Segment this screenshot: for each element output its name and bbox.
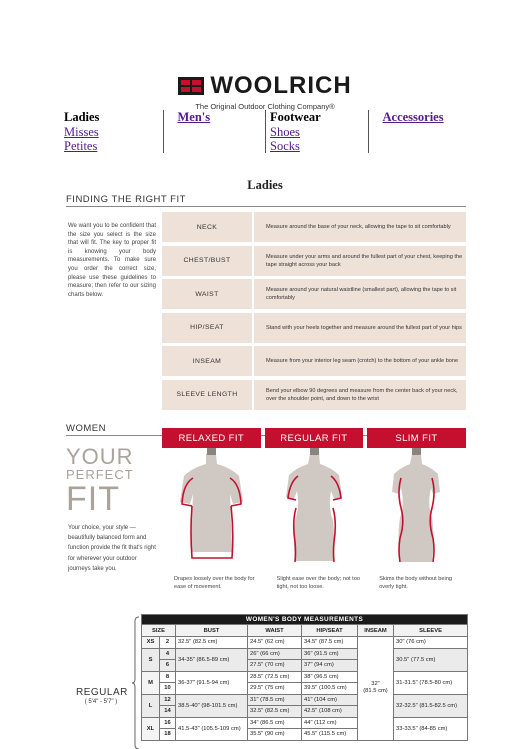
col-header: WAIST — [248, 625, 302, 637]
bust-cell: 36-37" (91.5-94 cm) — [176, 671, 248, 694]
fit-card-relaxed — [162, 428, 261, 591]
measure-row — [162, 380, 466, 410]
nav-col-accessories — [368, 110, 471, 153]
divider — [66, 206, 466, 207]
size-number: 6 — [160, 660, 176, 672]
hip-cell: 41" (104 cm) — [302, 694, 358, 706]
fit-blurb: Your choice, your style — beautifully balanced form and function provide the fit that's right for wherever your outdoor journeys take you. — [68, 525, 156, 572]
nav-heading-footwear: Footwear — [270, 110, 321, 124]
finding-fit-heading: FINDING THE RIGHT FIT — [66, 194, 186, 205]
hip-cell: 36" (91.5 cm) — [302, 648, 358, 660]
size-number: 14 — [160, 706, 176, 718]
nav-link-petites[interactable]: Petites — [64, 139, 98, 153]
group-label: REGULAR — [76, 687, 128, 698]
fit-title: SLIM FIT — [367, 428, 466, 448]
bust-cell: 38.5-40" (98-101.5 cm) — [176, 694, 248, 717]
hip-cell: 39.5" (100.5 cm) — [302, 683, 358, 695]
sleeve-cell: 30.5" (77.5 cm) — [394, 648, 468, 671]
hip-cell: 44" (112 cm) — [302, 717, 358, 729]
perfect-text: PERFECT — [66, 467, 134, 482]
waist-cell: 35.5" (90 cm) — [248, 729, 302, 741]
waist-cell: 28.5" (72.5 cm) — [248, 671, 302, 683]
measure-name: NECK — [162, 212, 254, 242]
col-header: INSEAM — [358, 625, 394, 637]
measure-name: INSEAM — [162, 346, 254, 376]
group-range: ( 5'4" - 5'7" ) — [84, 699, 118, 705]
mannequin-relaxed-icon — [162, 448, 261, 573]
size-number: 8 — [160, 671, 176, 683]
hip-cell: 42.5" (108 cm) — [302, 706, 358, 718]
inseam-cm: (81.5 cm) — [363, 688, 388, 695]
waist-cell: 31" (78.5 cm) — [248, 694, 302, 706]
measure-row — [162, 346, 466, 376]
woolrich-mark-icon — [178, 77, 204, 95]
fit-card-slim — [367, 428, 466, 591]
logo-wordmark: WOOLRICH — [210, 72, 352, 99]
your-text: YOUR — [66, 444, 134, 469]
nav-col-mens — [163, 110, 266, 153]
fit-title: RELAXED FIT — [162, 428, 261, 448]
waist-cell: 27.5" (70 cm) — [248, 660, 302, 672]
nav-col-footwear — [265, 110, 368, 153]
bust-cell: 41.5-43" (105.5-109 cm) — [176, 717, 248, 740]
women-heading: WOMEN — [66, 423, 106, 434]
nav-heading-ladies: Ladies — [64, 110, 100, 124]
bracket-icon — [132, 616, 140, 749]
nav-col-ladies — [60, 110, 163, 153]
measure-name: CHEST/BUST — [162, 246, 254, 276]
nav-link-socks[interactable]: Socks — [270, 139, 300, 153]
waist-cell: 29.5" (75 cm) — [248, 683, 302, 695]
size-number: 2 — [160, 637, 176, 649]
fit-caption: Skims the body without being overly tight. — [379, 576, 452, 590]
measure-row — [162, 212, 466, 242]
fit-caption: Drapes loosely over the body for ease of movement. — [174, 576, 255, 590]
inseam-in: 32" — [371, 681, 380, 688]
size-number: 10 — [160, 683, 176, 695]
col-header: HIP/SEAT — [302, 625, 358, 637]
size-letter: L — [142, 694, 160, 717]
brand-logo — [0, 72, 530, 111]
sleeve-cell: 33-33.5" (84-85 cm) — [394, 717, 468, 740]
sleeve-cell: 31-31.5" (78.5-80 cm) — [394, 671, 468, 694]
mannequin-regular-icon — [265, 448, 364, 573]
nav-link-shoes[interactable]: Shoes — [270, 125, 300, 139]
nav-link-misses[interactable]: Misses — [64, 125, 99, 139]
col-header: SLEEVE — [394, 625, 468, 637]
size-number: 12 — [160, 694, 176, 706]
size-number: 18 — [160, 729, 176, 741]
col-header: SIZE — [142, 625, 176, 637]
fit-text: FIT — [66, 480, 120, 518]
measure-row — [162, 313, 466, 343]
size-table-title: WOMEN'S BODY MEASUREMENTS — [142, 615, 468, 625]
measurement-guide — [162, 212, 466, 414]
your-perfect-fit-graphic — [66, 446, 134, 516]
waist-cell: 26" (66 cm) — [248, 648, 302, 660]
sleeve-cell: 30" (76 cm) — [394, 637, 468, 649]
nav-link-mens[interactable]: Men's — [177, 110, 211, 124]
size-letter: XL — [142, 717, 160, 740]
waist-cell: 34" (86.5 cm) — [248, 717, 302, 729]
waist-cell: 32.5" (82.5 cm) — [248, 706, 302, 718]
measure-name: WAIST — [162, 279, 254, 309]
hip-cell: 34.5" (87.5 cm) — [302, 637, 358, 649]
sleeve-cell: 32-32.5" (81.5-82.5 cm) — [394, 694, 468, 717]
measure-name: HIP/SEAT — [162, 313, 254, 343]
fit-title: REGULAR FIT — [265, 428, 364, 448]
section-title: Ladies — [247, 178, 283, 192]
table-row — [142, 694, 468, 706]
measure-desc: Measure around your natural waistline (smallest part), allowing the tape to sit comfortably — [266, 287, 457, 302]
measure-desc: Measure around the base of your neck, allowing the tape to sit comfortably — [266, 224, 451, 230]
hip-cell: 38" (96.5 cm) — [302, 671, 358, 683]
size-letter: XS — [142, 637, 160, 649]
table-row — [142, 717, 468, 729]
measure-row — [162, 279, 466, 309]
measure-row — [162, 246, 466, 276]
measure-desc: Measure from your interior leg seam (crotch) to the bottom of your ankle bone — [266, 358, 459, 365]
table-row — [142, 671, 468, 683]
womens-size-table — [141, 614, 468, 741]
nav-link-accessories[interactable]: Accessories — [382, 110, 444, 124]
fit-types — [162, 428, 466, 591]
bust-cell: 34-35" (86.5-89 cm) — [176, 648, 248, 671]
logo-tagline: The Original Outdoor Clothing Company® — [195, 102, 335, 111]
table-row — [142, 637, 468, 649]
size-letter: S — [142, 648, 160, 671]
size-letter: M — [142, 671, 160, 694]
measure-name: SLEEVE LENGTH — [162, 380, 254, 410]
measure-desc: Measure under your arms and around the fullest part of your chest, keeping the tape straight across your back — [266, 253, 463, 268]
col-header: BUST — [176, 625, 248, 637]
fit-caption: Slight ease over the body; not too tight, not too loose. — [276, 576, 360, 590]
size-group-label — [76, 687, 126, 705]
inseam-cell — [358, 637, 394, 741]
waist-cell: 24.5" (62 cm) — [248, 637, 302, 649]
measure-desc: Bend your elbow 90 degrees and measure from the center back of your neck, over the shoulder point, and down to the wrist — [266, 387, 458, 402]
bust-cell: 32.5" (82.5 cm) — [176, 637, 248, 649]
size-number: 4 — [160, 648, 176, 660]
hip-cell: 37" (94 cm) — [302, 660, 358, 672]
hip-cell: 45.5" (115.5 cm) — [302, 729, 358, 741]
finding-fit-intro: We want you to be confident that the size you select is the size that will fit. The key to proper fit is knowing your body measurements. To make sure you order the correct size, please use these guidelines to measure; then refer to our sizing charts below. — [68, 223, 156, 298]
table-row — [142, 648, 468, 660]
fit-card-regular — [265, 428, 364, 591]
size-number: 16 — [160, 717, 176, 729]
category-nav — [60, 110, 470, 153]
mannequin-slim-icon — [367, 448, 466, 573]
measure-desc: Stand with your heels together and measure around the fullest part of your hips — [266, 324, 462, 331]
